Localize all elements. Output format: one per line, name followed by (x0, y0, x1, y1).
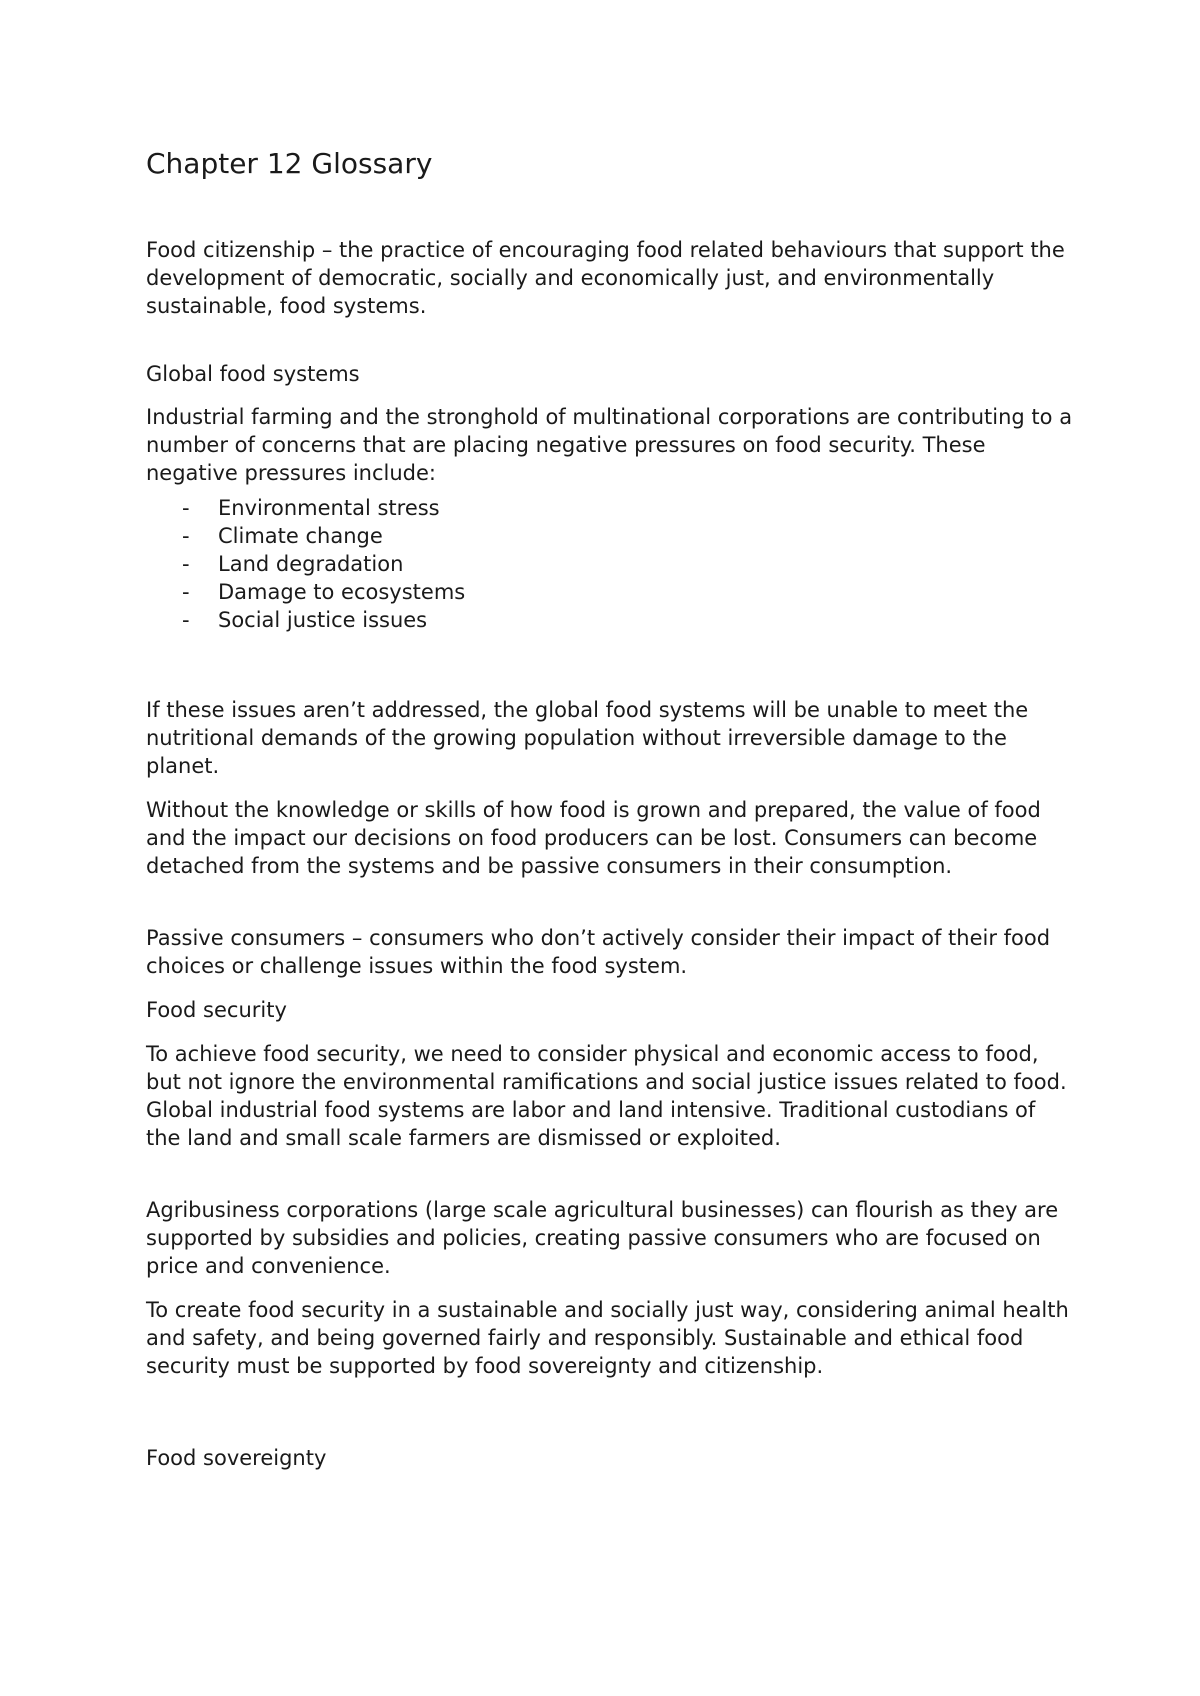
page-title: Chapter 12 Glossary (146, 147, 433, 180)
heading-food-sovereignty: Food sovereignty (146, 1446, 327, 1470)
agribusiness-paragraph: Agribusiness corporations (large scale agricultural businesses) can flourish as they are supported by subsidies and policies, creating passive consumers who are focused on price and convenience. (146, 1198, 1059, 1278)
list-item-text: Damage to ecosystems (218, 580, 466, 604)
passive-consumers-definition: Passive consumers – consumers who don’t actively consider their impact of their food choices or challenge issues within the food system. (146, 926, 1051, 978)
list-item (146, 522, 1046, 550)
list-item-text: Environmental stress (218, 496, 440, 520)
list-item (146, 606, 1046, 634)
list-marker: - (182, 496, 190, 520)
list-marker: - (182, 580, 190, 604)
knowledge-paragraph: Without the knowledge or skills of how food is grown and prepared, the value of food and the impact our decisions on food producers can be lost. Consumers can become detached from the systems and be passive consumers in their consumption. (146, 798, 1041, 878)
list-item-text: Climate change (218, 524, 383, 548)
list-item-text: Social justice issues (218, 608, 428, 632)
achieve-food-security-paragraph: To achieve food security, we need to consider physical and economic access to food, but not ignore the environmental ramifications and social justice issues related to food. Global industrial food systems are labor and land intensive. Traditional custodians of the land and small scale farmers are dismissed or exploited. (146, 1042, 1067, 1150)
issues-paragraph: If these issues aren’t addressed, the global food systems will be unable to meet the nutritional demands of the growing population without irreversible damage to the planet. (146, 698, 1029, 778)
list-item (146, 494, 1046, 522)
list-item (146, 578, 1046, 606)
list-marker: - (182, 524, 190, 548)
food-citizenship-definition: Food citizenship – the practice of encouraging food related behaviours that support the development of democratic, socially and economically just, and environmentally sustainable, food systems. (146, 238, 1065, 318)
list-marker: - (182, 608, 190, 632)
list-item (146, 550, 1046, 578)
list-marker: - (182, 552, 190, 576)
heading-global-food-systems: Global food systems (146, 362, 360, 386)
heading-food-security: Food security (146, 998, 287, 1022)
create-food-security-paragraph: To create food security in a sustainable and socially just way, considering animal health and safety, and being governed fairly and responsibly. Sustainable and ethical food security must be supported by food sovereignty and citizenship. (146, 1298, 1069, 1378)
industrial-farming-paragraph: Industrial farming and the stronghold of multinational corporations are contributing to a number of concerns that are placing negative pressures on food security. These negative pressures include: (146, 405, 1073, 485)
list-item-text: Land degradation (218, 552, 404, 576)
negative-pressures-list (146, 494, 1046, 634)
